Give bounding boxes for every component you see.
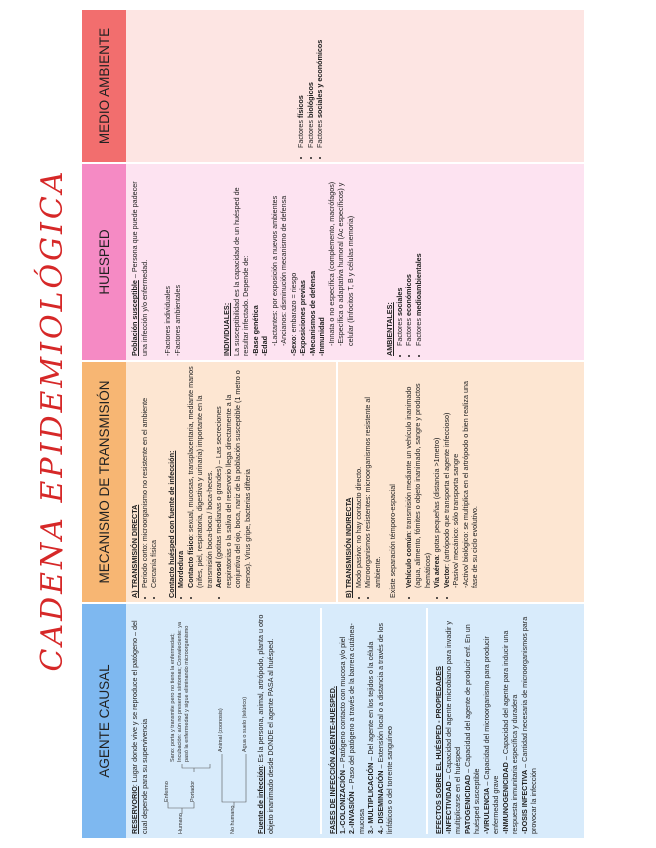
fase-1-text: – Patógeno contacto con mucosa y/o piel (337, 636, 347, 771)
medio-content (296, 14, 325, 158)
directa-bullet-1: • Periodo corto: microorganismo no resistente en el ambiente (140, 366, 150, 588)
poblacion-label: Población susceptible (130, 280, 139, 356)
mecanismo-header-label: MECANISMO DE TRANSMISIÓN (96, 380, 112, 584)
ind-item-4: -Ancianos: disminución mecanismo de defensa (279, 195, 288, 346)
efecto-4-label: -INMUNOGENICIDAD (500, 762, 510, 834)
tree-agua-label: Agua o suelo (telúrico) (242, 696, 248, 752)
indirecta-item-1-text: : transmisión mediante un vehículo inanimado (agua, alimento, fómites o objeto inanimado, sangre y productos hemáticos) (403, 383, 432, 588)
indirecta-item-1 (404, 366, 433, 588)
tree-animal-label: Animal (zoonosis) (218, 708, 224, 752)
huesped-header (82, 164, 126, 360)
ind-item-1-label: -Base genética (250, 305, 260, 356)
efecto-5-label: -DOSIS INFECTIVA (519, 769, 529, 834)
ind-item-1 (251, 168, 261, 356)
indirecta-item-2-label: Vía aérea (432, 556, 441, 588)
ind-item-2-label: -Edad (260, 336, 269, 356)
fase-1 (338, 608, 348, 834)
huesped-body (126, 164, 584, 360)
indirecta-item-1-label: Vehículo común (403, 532, 413, 588)
ind-item-10: -Específica o adaptativa humoral (Ac específicos) y celular (linfocitos T, B y células memoria) (336, 182, 355, 346)
tree-enfermo-label: Enfermo (164, 781, 170, 802)
reservorio-desc: : Lugar donde vive y se reproduce el patógeno – del cual depende para su supervivencia (130, 620, 149, 834)
medio-item-1 (296, 14, 306, 148)
directa-title: A) TRANSMISIÓN DIRECTA (130, 504, 139, 598)
medio-item-3-label: sociales y económicos (315, 39, 324, 119)
indirecta-item-2 (432, 366, 442, 588)
tree-portador-label: Portador (190, 780, 196, 802)
efecto-1-text: – Capacidad del agente microbiano para invadir y multiplicarse en el huésped (443, 621, 462, 834)
indirecta-item-2-text: : gotas pequeñas (distancia >1metro) (432, 437, 441, 557)
agente-header-label: AGENTE CAUSAL (96, 664, 112, 778)
amb-item-2-pre: Factores (404, 316, 413, 346)
medio-item-3 (315, 14, 325, 148)
medio-header-label: MEDIO AMBIENTE (96, 27, 112, 145)
transmision-directa (130, 366, 252, 598)
efecto-5-text: – Cantidad necesaria de microorganismos para provocar la infección (519, 616, 538, 834)
amb-item-2 (404, 168, 414, 346)
contacto-item-2-label: Contacto físico (185, 536, 195, 588)
ind-item-5-text: : embarazo = riesgo (288, 272, 298, 337)
contacto-item-1 (176, 366, 186, 588)
agente-body-content (126, 604, 584, 838)
ind-item-7-label: -Mecanismos de defensa (307, 270, 317, 356)
contacto-item-1-label: Mordedura (176, 550, 185, 588)
fase-2 (347, 608, 366, 834)
agente-body (126, 604, 584, 838)
efecto-4 (501, 608, 520, 834)
indirecta-bullet-2: • Microorganismos resistentes: microorganismos resistente al ambiente. (363, 366, 382, 588)
ind-item-5 (289, 168, 299, 356)
contacto-item-3-text: (gotitas medianas o grandes) – Las secreciones respiratorias o la saliva del reservorio llega directamente a la conjuntiva del ojo, boca, nariz de la población susceptible (1 metro o menos). Virus gripe, bacterias difteria (214, 370, 252, 588)
efectos-title: EFECTOS SOBRE EL HUÉSPED - PROPIEDADES (434, 666, 443, 834)
mecanismo-body-content (126, 362, 584, 602)
fase-3-text: – Del agente en los tejidos o la célula (366, 641, 375, 763)
ind-item-8-label: -Inmunidad (317, 317, 326, 356)
efecto-2-text: – Capacidad del agente de producir enf. En un huésped susceptible (462, 624, 481, 834)
fuente-infeccion-title: Fuente de infección (256, 766, 265, 834)
efecto-3 (482, 608, 501, 834)
efecto-1-label: -INFECTIVIDAD (443, 781, 453, 834)
poblacion-susceptible (130, 168, 149, 356)
amb-item-3-label: medioambientales (413, 253, 423, 317)
medio-body-content (126, 10, 584, 162)
transmision-indirecta (344, 366, 480, 598)
fuente-infeccion-desc: : Es la persona, animal, artrópodo, planta u otro objeto inanimado desde DONDE el agente PASA al huésped. (256, 614, 275, 834)
vector-sub-1: -Pasivo/ mecánico: sólo transporta sangre (451, 453, 460, 588)
fase-2-text: – Paso del patógeno a través de la barrera cutánea-mucosa (347, 623, 366, 834)
efecto-3-text: – Capacidad del microorganismo para producir enfermedad grave (481, 636, 500, 834)
ind-item-9: -Innata o no específica (complemento, macrófagos) (326, 181, 336, 346)
separacion-text: Existe separación témporo-espacial (388, 484, 397, 598)
mecanismo-header (82, 362, 126, 602)
individuales-text: La susceptibilidad es la capacidad de un huésped de resultar infectado. Depende de: (231, 187, 250, 356)
medio-item-3-pre: Factores (315, 118, 324, 148)
indirecta-item-3-text: : (artrópodo que transporta el agente infeccioso) (441, 412, 451, 567)
ambientales-title: AMBIENTALES: (385, 302, 394, 356)
efecto-3-label: -VIRULENCIA (481, 787, 491, 834)
fase-3 (366, 608, 376, 834)
indirecta-title: B) TRANSMISIÓN INDIRECTA (344, 497, 353, 598)
medio-item-2-label: biológicos (305, 82, 315, 119)
agente-header (82, 604, 126, 838)
efecto-2-label: PATOGENICIDAD (462, 774, 472, 834)
ind-item-6-label: -Exposiciones previas (298, 280, 307, 356)
mecanismo-divider (336, 362, 338, 602)
individuales-title: INDIVIDUALES: (222, 302, 231, 356)
contacto-item-2-text: : sexual, mucosas, transplacentaria, mediante manos (nifes, piel, respiratoria, digestiva y urinaria) importante en la transmisión boca-boca / boca-heces. (185, 366, 214, 588)
amb-item-1-label: sociales (394, 287, 404, 317)
fase-2-label: 2.-INVASIÓN (347, 791, 356, 834)
indirecta-bullet-1: • Modo pasivo: no hay contacto directo. (354, 366, 364, 588)
contacto-item-3-label: Aerosol (214, 561, 223, 588)
title-strip (22, 0, 82, 848)
medio-item-2-pre: Factores (305, 118, 315, 148)
amb-item-3 (414, 168, 424, 346)
efectos-huesped (426, 608, 539, 834)
amb-item-2-label: económicos (404, 274, 413, 317)
reservorio (130, 608, 149, 834)
tree-no-humano-label: No humano (230, 805, 236, 834)
mecanismo-body (126, 362, 584, 602)
fase-4-label: 4.- DISEMINACIÓN (375, 770, 385, 834)
ind-item-8 (317, 168, 327, 356)
huesped-content (130, 168, 423, 356)
vector-sub-2: -Activo/ biológico: se multiplica en el artrópodo o bien realiza una fase de su ciclo evolutivo. (460, 381, 479, 588)
fuente-infeccion (256, 608, 275, 834)
tree-humano-label: Humano (178, 813, 184, 834)
medio-item-2 (306, 14, 316, 148)
huesped-body-content (126, 164, 584, 360)
medio-item-1-pre: Factores (296, 118, 305, 148)
contacto-item-2 (186, 366, 215, 588)
tree-portador-note-label: Sano: porta y transmite pero no tiene la enfermedad; Incubación: aún no presenta síntomas; Convaleciente: ya pasó la enfermedad y sigue eliminando microorganismo (170, 621, 190, 762)
medio-header (82, 10, 126, 162)
fase-1-label: 1.-COLONIZACIÓN (337, 770, 347, 834)
medio-body (126, 10, 584, 162)
medio-item-1-label: físicos (296, 95, 305, 119)
reservorio-title: RESERVORIO (130, 786, 139, 834)
ind-item-2 (260, 168, 270, 356)
ind-item-3: -Lactantes: por exposición a nuevos ambientes (269, 195, 279, 346)
efecto-1 (444, 608, 463, 834)
amb-item-1-pre: Factores (394, 316, 404, 346)
poblacion-text: – Persona que puede padecer una infección y/o enfermedad. (130, 181, 149, 356)
ind-item-7 (308, 168, 318, 356)
directa-bullet-2: • Cercanía física (149, 366, 159, 588)
fases-infeccion (320, 608, 395, 834)
indirecta-item-3-label: Vector (441, 566, 451, 588)
huesped-header-label: HUESPED (96, 229, 112, 295)
efecto-4-text: – Capacidad del agente para inducir una respuesta inmunitaria específica y duradera (500, 630, 519, 834)
amb-item-1 (395, 168, 405, 346)
page-title-vertical: CADENA EPIDEMIOLÓGICA (34, 168, 70, 672)
factor-individuales: -Factores individuales (163, 286, 172, 356)
ind-item-5-label: -Sexo (288, 336, 298, 356)
fase-3-label: 3.- MULTIPLICACIÓN (366, 762, 375, 834)
fase-4 (376, 608, 395, 834)
ind-item-6 (298, 168, 308, 356)
indirecta-item-3 (442, 366, 452, 588)
fases-title: FASES DE INFECCIÓN AGENTE-HUESPED. (328, 686, 337, 834)
fase-4-text: – Extensión local o a distancia a través de los linfáticos o del torrente sanguíneo (375, 623, 394, 834)
efecto-2 (463, 608, 482, 834)
efecto-5 (520, 608, 539, 834)
contacto-title: Contacto huésped con fuente de infección: (166, 450, 176, 598)
amb-item-3-pre: Factores (413, 316, 423, 346)
factor-ambientales: -Factores ambientales (172, 284, 182, 356)
contacto-item-3 (214, 366, 252, 588)
